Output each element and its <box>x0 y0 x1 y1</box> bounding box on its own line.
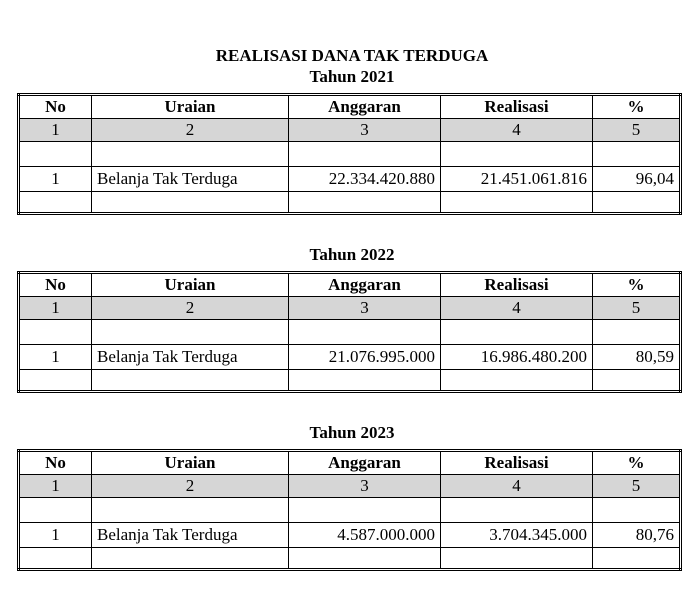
table-row <box>19 345 681 370</box>
cell-anggaran: 22.334.420.880 <box>289 167 441 192</box>
header-anggaran: Anggaran <box>289 95 441 119</box>
table-2022 <box>17 271 682 393</box>
cell-anggaran: 4.587.000.000 <box>289 523 441 548</box>
header-percent: % <box>593 451 681 475</box>
index-cell: 5 <box>593 119 681 142</box>
cell-no: 1 <box>19 523 92 548</box>
index-cell: 2 <box>92 119 289 142</box>
index-cell: 5 <box>593 475 681 498</box>
cell-realisasi: 21.451.061.816 <box>441 167 593 192</box>
cell-anggaran: 21.076.995.000 <box>289 345 441 370</box>
cell-realisasi: 3.704.345.000 <box>441 523 593 548</box>
header-realisasi: Realisasi <box>441 95 593 119</box>
header-no: No <box>19 95 92 119</box>
blank-row <box>19 370 681 392</box>
index-cell: 3 <box>289 119 441 142</box>
blank-row <box>19 320 681 345</box>
document-title: REALISASI DANA TAK TERDUGA <box>215 46 489 65</box>
cell-percent: 80,59 <box>593 345 681 370</box>
header-percent: % <box>593 95 681 119</box>
index-row <box>19 297 681 320</box>
header-row <box>19 95 681 119</box>
index-cell: 2 <box>92 297 289 320</box>
header-uraian: Uraian <box>92 273 289 297</box>
header-no: No <box>19 273 92 297</box>
blank-row <box>19 498 681 523</box>
index-cell: 3 <box>289 475 441 498</box>
index-cell: 1 <box>19 475 92 498</box>
table-2021 <box>17 93 682 215</box>
section-2021 <box>17 67 679 215</box>
header-realisasi: Realisasi <box>441 451 593 475</box>
index-row <box>19 475 681 498</box>
index-row <box>19 119 681 142</box>
table-2023 <box>17 449 682 571</box>
cell-uraian: Belanja Tak Terduga <box>92 345 289 370</box>
header-row <box>19 451 681 475</box>
cell-percent: 80,76 <box>593 523 681 548</box>
index-cell: 2 <box>92 475 289 498</box>
cell-no: 1 <box>19 345 92 370</box>
cell-percent: 96,04 <box>593 167 681 192</box>
index-cell: 5 <box>593 297 681 320</box>
header-realisasi: Realisasi <box>441 273 593 297</box>
index-cell: 4 <box>441 297 593 320</box>
index-cell: 1 <box>19 297 92 320</box>
cell-uraian: Belanja Tak Terduga <box>92 167 289 192</box>
blank-row <box>19 192 681 214</box>
section-2022 <box>17 245 679 393</box>
header-anggaran: Anggaran <box>289 451 441 475</box>
header-row <box>19 273 681 297</box>
table-row <box>19 523 681 548</box>
blank-row <box>19 142 681 167</box>
section-year: Tahun 2023 <box>309 423 395 442</box>
index-cell: 1 <box>19 119 92 142</box>
header-percent: % <box>593 273 681 297</box>
blank-row <box>19 548 681 570</box>
header-uraian: Uraian <box>92 95 289 119</box>
header-anggaran: Anggaran <box>289 273 441 297</box>
section-2023 <box>17 423 679 571</box>
index-cell: 4 <box>441 119 593 142</box>
header-uraian: Uraian <box>92 451 289 475</box>
cell-realisasi: 16.986.480.200 <box>441 345 593 370</box>
section-year: Tahun 2021 <box>309 67 395 86</box>
index-cell: 4 <box>441 475 593 498</box>
section-year: Tahun 2022 <box>309 245 395 264</box>
header-no: No <box>19 451 92 475</box>
table-row <box>19 167 681 192</box>
cell-no: 1 <box>19 167 92 192</box>
index-cell: 3 <box>289 297 441 320</box>
cell-uraian: Belanja Tak Terduga <box>92 523 289 548</box>
